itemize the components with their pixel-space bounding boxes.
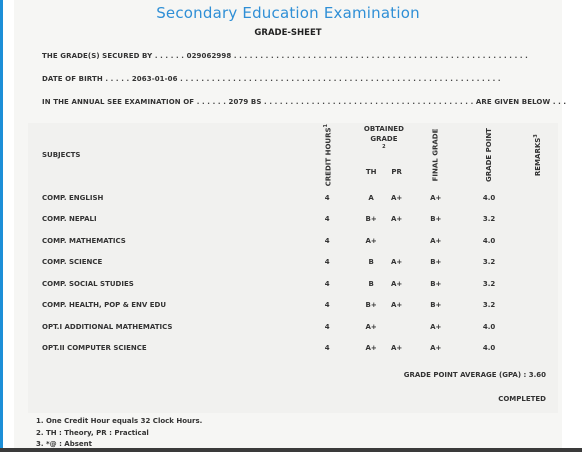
exam-suffix: ARE GIVEN BELOW . . . bbox=[475, 98, 567, 106]
table-row bbox=[28, 187, 558, 209]
grade-pr: A+ bbox=[391, 344, 403, 353]
table-row bbox=[28, 316, 558, 338]
result-status: COMPLETED bbox=[498, 395, 546, 403]
secured-by-line: THE GRADE(S) SECURED BY . . . . . . 029062998 . . . . . . . . . . . . . . . . . . . . . . . . . . . . . . . . . . . . . . . . . . . . . . . . . . . . . . . . bbox=[42, 52, 528, 60]
dob-line: DATE OF BIRTH . . . . . 2063-01-06 . . . . . . . . . . . . . . . . . . . . . . . . . . . . . . . . . . . . . . . . . . . . . . . . . . . . . . . . . . . . . bbox=[42, 75, 501, 83]
remarks bbox=[516, 295, 558, 317]
remarks bbox=[516, 187, 558, 209]
credit-hours: 4 bbox=[324, 279, 330, 288]
table-row bbox=[28, 273, 558, 295]
grade-point: 4.0 bbox=[482, 322, 496, 331]
grade-sheet bbox=[14, 0, 567, 452]
grade-pr: A+ bbox=[391, 279, 403, 288]
dob-value: 2063-01-06 bbox=[131, 75, 178, 83]
table-row bbox=[28, 252, 558, 274]
subject-name: COMP. SCIENCE bbox=[42, 258, 103, 267]
left-accent-bar bbox=[0, 0, 3, 452]
grade-th: B+ bbox=[365, 301, 377, 310]
header-final-grade: FINAL GRADE bbox=[431, 128, 440, 182]
table-row bbox=[28, 295, 558, 317]
final-grade: A+ bbox=[430, 344, 442, 353]
grade-table bbox=[28, 123, 558, 359]
remarks bbox=[516, 252, 558, 274]
grade-point: 3.2 bbox=[482, 258, 496, 267]
exam-title: Secondary Education Examination bbox=[156, 4, 420, 22]
exam-year: 2079 BS bbox=[228, 98, 262, 106]
header-obtained-grade: OBTAINED GRADE$^2$ bbox=[363, 124, 404, 150]
grade-pr: A+ bbox=[391, 215, 403, 224]
grade-pr: A+ bbox=[391, 258, 403, 267]
final-grade: B+ bbox=[430, 258, 442, 267]
grade-point: 4.0 bbox=[482, 236, 496, 245]
subject-name: COMP. HEALTH, POP & ENV EDU bbox=[42, 301, 167, 310]
bottom-bar bbox=[0, 448, 582, 452]
credit-hours: 4 bbox=[324, 258, 330, 267]
final-grade: B+ bbox=[430, 279, 442, 288]
grade-pr bbox=[384, 230, 410, 252]
grade-th: B bbox=[368, 258, 374, 267]
header-pr: PR bbox=[391, 168, 402, 176]
final-grade: A+ bbox=[430, 193, 442, 202]
credit-hours: 4 bbox=[324, 236, 330, 245]
credit-hours: 4 bbox=[324, 193, 330, 202]
grade-point: 3.2 bbox=[482, 279, 496, 288]
remarks bbox=[516, 338, 558, 360]
footnote-credit-hour: 1. One Credit Hour equals 32 Clock Hours. bbox=[36, 417, 203, 425]
grade-th: A bbox=[368, 193, 374, 202]
grade-th: A+ bbox=[365, 344, 377, 353]
subject-name: COMP. ENGLISH bbox=[42, 193, 104, 202]
grade-th: A+ bbox=[365, 236, 377, 245]
grade-rows bbox=[28, 187, 558, 359]
footnote-absent: 3. *@ : Absent bbox=[36, 440, 92, 448]
exam-line: IN THE ANNUAL SEE EXAMINATION OF . . . . . . 2079 BS . . . . . . . . . . . . . . . . . . . . . . . . . . . . . . . . . . . . . . . . ARE GIVEN BELOW . . . bbox=[42, 98, 567, 106]
footnotes bbox=[36, 416, 202, 451]
header-th: TH bbox=[365, 168, 377, 176]
grade-point: 3.2 bbox=[482, 215, 496, 224]
final-grade: B+ bbox=[430, 301, 442, 310]
credit-hours: 4 bbox=[324, 344, 330, 353]
grade-pr: A+ bbox=[391, 193, 403, 202]
final-grade: A+ bbox=[430, 236, 442, 245]
final-grade: A+ bbox=[430, 322, 442, 331]
subject-name: COMP. MATHEMATICS bbox=[42, 236, 126, 245]
table-row bbox=[28, 209, 558, 231]
header-credit-hours: CREDIT HOURS$^1$ bbox=[323, 123, 333, 187]
subject-name: OPT.II COMPUTER SCIENCE bbox=[42, 344, 147, 353]
dob-label: DATE OF BIRTH bbox=[42, 75, 103, 83]
grade-th: A+ bbox=[365, 322, 377, 331]
grade-sheet-title: GRADE-SHEET bbox=[254, 28, 322, 38]
credit-hours: 4 bbox=[324, 322, 330, 331]
grade-pr: A+ bbox=[391, 301, 403, 310]
grade-th: B bbox=[368, 279, 374, 288]
grade-pr bbox=[384, 316, 410, 338]
table-row bbox=[28, 230, 558, 252]
remarks bbox=[516, 316, 558, 338]
exam-label: IN THE ANNUAL SEE EXAMINATION OF bbox=[42, 98, 195, 106]
subject-name: COMP. SOCIAL STUDIES bbox=[42, 279, 134, 288]
grade-point: 4.0 bbox=[482, 193, 496, 202]
credit-hours: 4 bbox=[324, 215, 330, 224]
gpa-summary: GRADE POINT AVERAGE (GPA) : 3.60 bbox=[403, 371, 546, 379]
subject-name: OPT.I ADDITIONAL MATHEMATICS bbox=[42, 322, 173, 331]
header-grade-point: GRADE POINT bbox=[485, 128, 494, 182]
credit-hours: 4 bbox=[324, 301, 330, 310]
secured-by-label: THE GRADE(S) SECURED BY bbox=[42, 52, 153, 60]
grade-point: 4.0 bbox=[482, 344, 496, 353]
header-subjects: SUBJECTS bbox=[42, 151, 81, 159]
grade-th: B+ bbox=[365, 215, 377, 224]
header-remarks: REMARKS$^3$ bbox=[532, 134, 543, 176]
grade-point: 3.2 bbox=[482, 301, 496, 310]
footnote-th-pr: 2. TH : Theory, PR : Practical bbox=[36, 428, 149, 437]
remarks bbox=[516, 230, 558, 252]
symbol-number: 029062998 bbox=[186, 52, 232, 60]
table-header-row bbox=[28, 123, 558, 157]
final-grade: B+ bbox=[430, 215, 442, 224]
table-row bbox=[28, 338, 558, 360]
remarks bbox=[516, 209, 558, 231]
grade-table-card bbox=[28, 123, 558, 413]
subject-name: COMP. NEPALI bbox=[42, 215, 97, 224]
remarks bbox=[516, 273, 558, 295]
